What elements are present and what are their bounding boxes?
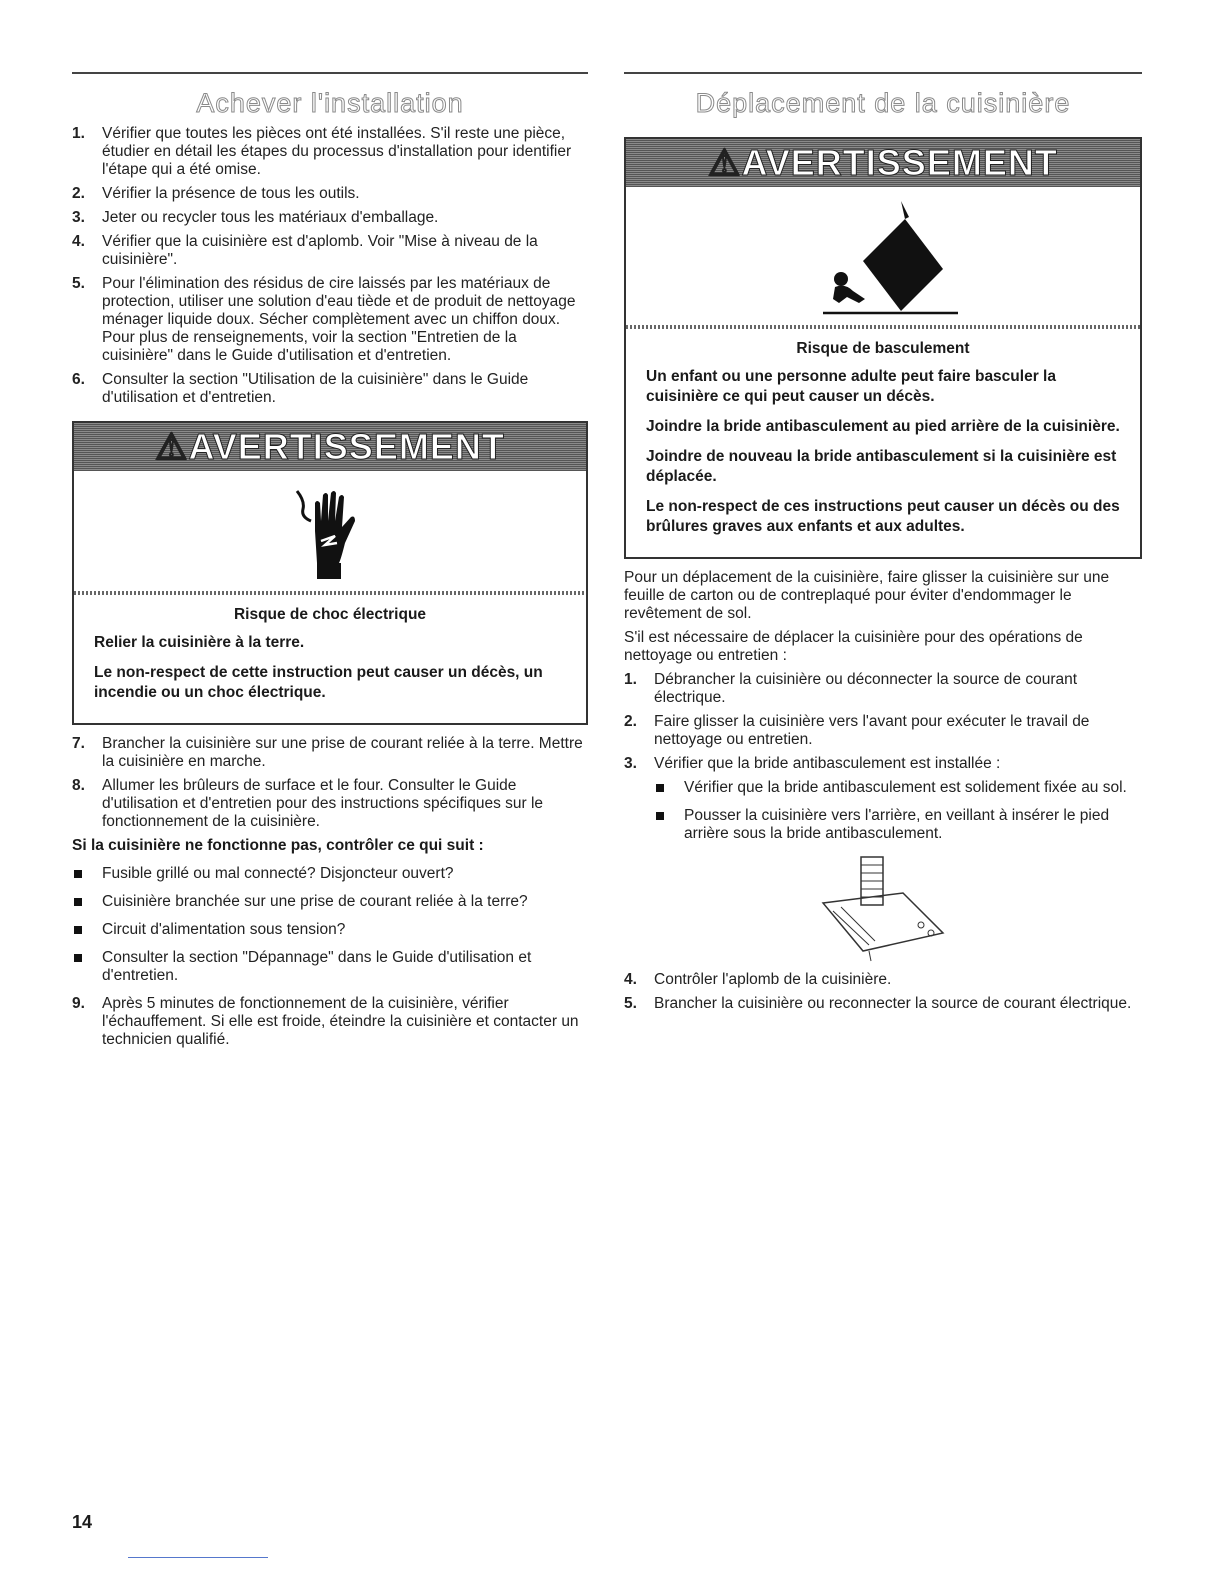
page-number: 14 <box>72 1512 93 1532</box>
check-item: Circuit d'alimentation sous tension? <box>72 921 588 939</box>
bullet-square-icon <box>74 870 82 878</box>
warning-header-text: ⚠AVERTISSEMENT <box>155 426 505 467</box>
warning-line: Le non-respect de ces instructions peut causer un décès ou des brûlures graves aux enfants et aux adultes. <box>646 498 1120 535</box>
warning-line: Le non-respect de cette instruction peut causer un décès, un incendie ou un choc électrique. <box>94 664 543 701</box>
section-divider <box>72 72 588 74</box>
section-title-deplacement: Déplacement de la cuisinière <box>695 88 1071 118</box>
step-item: 3. Jeter ou recycler tous les matériaux d'emballage. <box>72 209 439 226</box>
steps-list-1-6 <box>72 125 588 407</box>
check-item: Fusible grillé ou mal connecté? Disjoncteur ouvert? <box>72 865 588 883</box>
warning-triangle-icon: ⚠ <box>708 142 742 183</box>
warning-box-electric <box>72 421 588 725</box>
left-column <box>72 72 588 1055</box>
steps-list-9 <box>72 995 588 1049</box>
warning-header <box>74 423 586 471</box>
bullet-square-icon <box>656 784 664 792</box>
bullet-square-icon <box>74 898 82 906</box>
check-item: Cuisinière branchée sur une prise de courant reliée à la terre? <box>72 893 588 911</box>
step-item: 1. Débrancher la cuisinière ou déconnecter la source de courant électrique. <box>624 671 1078 706</box>
warning-risk-title: Risque de choc électrique <box>233 606 427 623</box>
sub-bullet-list <box>624 779 1142 843</box>
step-item: 1. Vérifier que toutes les pièces ont été installées. S'il reste une pièce, étudier en détail les étapes du processus d'installation pour identifier l'étape qui a été omise. <box>72 125 572 178</box>
sub-bullet-item: Vérifier que la bride antibasculement est solidement fixée au sol. <box>624 779 1142 797</box>
warning-header-text: ⚠AVERTISSEMENT <box>708 142 1058 183</box>
warning-line: Joindre la bride antibasculement au pied arrière de la cuisinière. <box>646 418 1120 435</box>
steps-list-4-5 <box>624 971 1142 1013</box>
warning-line: Un enfant ou une personne adulte peut faire basculer la cuisinière ce qui peut causer un décès. <box>646 368 1056 405</box>
step-item: 4. Contrôler l'aplomb de la cuisinière. <box>624 971 892 988</box>
step-item: 6. Consulter la section "Utilisation de la cuisinière" dans le Guide d'utilisation et d'entretien. <box>72 371 529 406</box>
paragraph: S'il est nécessaire de déplacer la cuisinière pour des opérations de nettoyage ou entretien : <box>624 629 1083 664</box>
section-divider <box>624 72 1142 74</box>
warning-triangle-icon: ⚠ <box>155 426 189 467</box>
step-item: 9. Après 5 minutes de fonctionnement de la cuisinière, vérifier l'échauffement. Si elle est froide, éteindre la cuisinière et contacter un technicien qualifié. <box>72 995 579 1048</box>
check-item: Consulter la section "Dépannage" dans le Guide d'utilisation et d'entretien. <box>72 949 588 985</box>
check-list <box>72 865 588 985</box>
section-title-achever: Achever l'installation <box>196 88 464 118</box>
step-item: 5. Pour l'élimination des résidus de cire laissés par les matériaux de protection, utiliser une solution d'eau tiède et de produit de nettoyage ménager liquide doux. Sécher complètement avec un chiffon doux. Pour plus de renseignements, voir la section "Entretien de la cuisinière" dans le Guide d'utilisation et d'entretien. <box>72 275 576 364</box>
sub-bullet-item: Pousser la cuisinière vers l'arrière, en veillant à insérer le pied arrière sous la bride antibasculement. <box>624 807 1142 843</box>
bullet-square-icon <box>656 812 664 820</box>
step-item: 7. Brancher la cuisinière sur une prise de courant reliée à la terre. Mettre la cuisinière en marche. <box>72 735 583 770</box>
anti-tip-bracket-illustration <box>624 853 1142 963</box>
step-item: 3. Vérifier que la bride antibasculement est installée : <box>624 755 1001 772</box>
warning-line: Joindre de nouveau la bride antibasculement si la cuisinière est déplacée. <box>646 448 1117 485</box>
step-item: 5. Brancher la cuisinière ou reconnecter la source de courant électrique. <box>624 995 1132 1012</box>
step-item: 2. Vérifier la présence de tous les outils. <box>72 185 360 202</box>
step-item: 8. Allumer les brûleurs de surface et le four. Consulter le Guide d'utilisation et d'entretien pour des instructions spécifiques sur le fonctionnement de la cuisinière. <box>72 777 544 830</box>
tip-over-icon <box>626 187 1140 325</box>
bullet-square-icon <box>74 926 82 934</box>
check-heading: Si la cuisinière ne fonctionne pas, contrôler ce qui suit : <box>72 837 484 854</box>
electric-shock-icon <box>74 471 586 591</box>
warning-line: Relier la cuisinière à la terre. <box>94 634 305 651</box>
steps-list-7-8 <box>72 735 588 831</box>
warning-risk-title: Risque de basculement <box>796 340 970 357</box>
footer-link-line <box>128 1557 268 1558</box>
warning-box-tipover <box>624 137 1142 559</box>
right-column <box>624 72 1142 1019</box>
paragraph: Pour un déplacement de la cuisinière, faire glisser la cuisinière sur une feuille de carton ou de contreplaqué pour éviter d'endommager le revêtement de sol. <box>624 569 1110 622</box>
warning-body <box>626 329 1140 557</box>
step-item: 2. Faire glisser la cuisinière vers l'avant pour exécuter le travail de nettoyage ou entretien. <box>624 713 1090 748</box>
step-item: 4. Vérifier que la cuisinière est d'aplomb. Voir "Mise à niveau de la cuisinière". <box>72 233 538 268</box>
warning-header <box>626 139 1140 187</box>
steps-list-1-3 <box>624 671 1142 773</box>
warning-body <box>74 595 586 723</box>
bullet-square-icon <box>74 954 82 962</box>
